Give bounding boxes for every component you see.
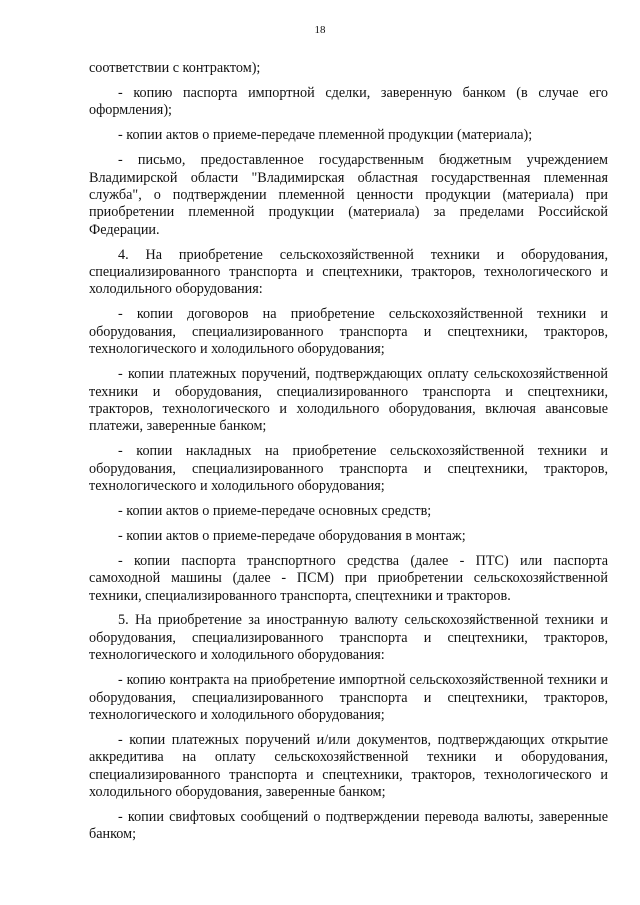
paragraph: 5. На приобретение за иностранную валюту сельскохозяйственной техники и оборудования, специализированного транспорта и спецтехники, тракторов, технологического и холодильного оборудования: [89, 612, 608, 664]
paragraph: - копии актов о приеме-передаче племенной продукции (материала); [118, 127, 533, 144]
document-body [89, 60, 608, 851]
paragraph: - копии актов о приеме-передаче основных средств; [118, 502, 432, 519]
paragraph: - копию паспорта импортной сделки, заверенную банком (в случае его оформления); [89, 84, 608, 119]
paragraph: соответствии с контрактом); [89, 60, 261, 76]
paragraph: - копии договоров на приобретение сельскохозяйственной техники и оборудования, специализированного транспорта и спецтехники, тракторов, технологического и холодильного оборудования; [89, 306, 608, 358]
paragraph: - копии платежных поручений, подтверждающих оплату сельскохозяйственной техники и оборудования, специализированного транспорта и спецтехники, тракторов, технологического и холодильного оборудования, включая авансовые платежи, заверенные банком; [89, 366, 608, 435]
paragraph: - письмо, предоставленное государственным бюджетным учреждением Владимирской области "Владимирская областная государственная племенная служба", о подтверждении племенной ценности продукции (материала) при приобретении племенной продукции (материала) за пределами Российской Федерации. [89, 152, 608, 238]
paragraph: 4. На приобретение сельскохозяйственной техники и оборудования, специализированного транспорта и спецтехники, тракторов, технологического и холодильного оборудования: [89, 246, 608, 298]
paragraph: - копии паспорта транспортного средства (далее - ПТС) или паспорта самоходной машины (далее - ПСМ) при приобретении сельскохозяйственной техники, специализированного транспорта, спецтехники и тракторов. [89, 552, 608, 604]
paragraph: - копии свифтовых сообщений о подтверждении перевода валюты, заверенные банком; [89, 809, 608, 843]
page-number: 18 [314, 24, 326, 36]
paragraph: - копии накладных на приобретение сельскохозяйственной техники и оборудования, специализированного транспорта и спецтехники, тракторов, технологического и холодильного оборудования; [89, 443, 608, 495]
paragraph: - копии актов о приеме-передаче оборудования в монтаж; [118, 527, 466, 544]
paragraph: - копии платежных поручений и/или документов, подтверждающих открытие аккредитива на оплату сельскохозяйственной техники и оборудования, специализированного транспорта и спецтехники, тракторов, технологического и холодильного оборудования, заверенные банком; [89, 731, 608, 801]
paragraph: - копию контракта на приобретение импортной сельскохозяйственной техники и оборудования, специализированного транспорта и спецтехники, тракторов, технологического и холодильного оборудования; [89, 672, 608, 723]
